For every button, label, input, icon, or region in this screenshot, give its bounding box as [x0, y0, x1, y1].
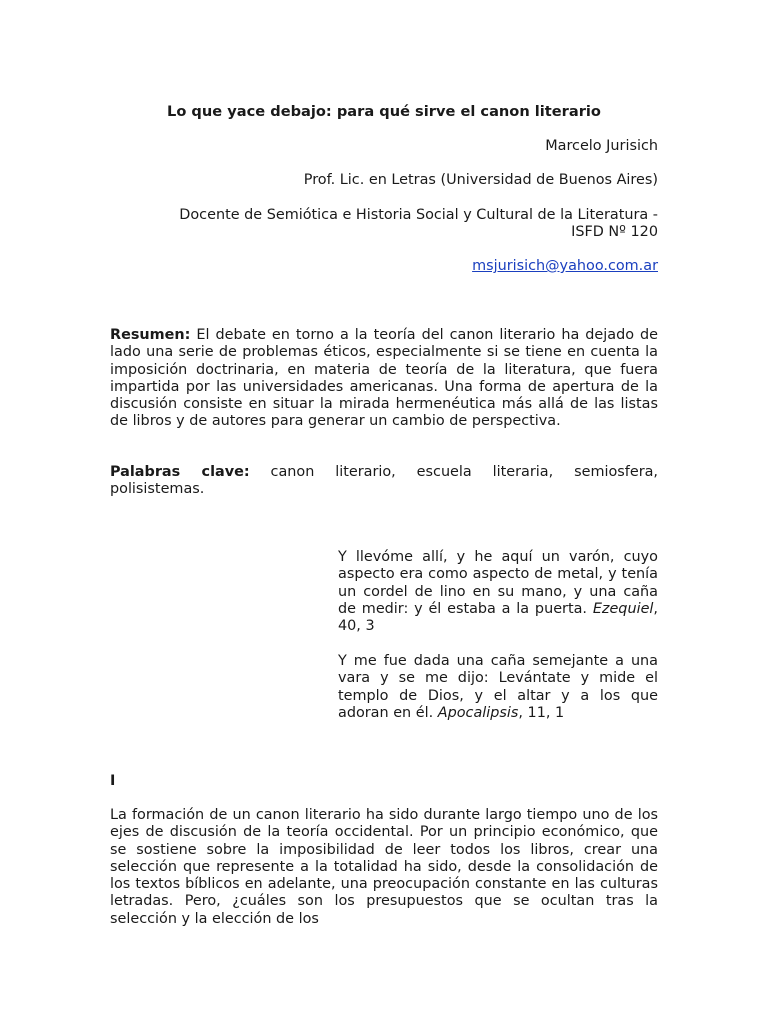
epigraph-source: Apocalipsis [437, 704, 519, 721]
epigraph-reference: , 11, 1 [518, 704, 565, 721]
keywords-text: canon literario, escuela literaria, semiosfera, polisistemas. [110, 464, 658, 498]
epigraph-source: Ezequiel [592, 600, 654, 617]
abstract-paragraph [110, 327, 658, 431]
article-title: Lo que yace debajo: para qué sirve el canon literario [167, 103, 601, 120]
author-position-line-1: Docente de Semiótica e Historia Social y Cultural de la Literatura - [179, 207, 658, 223]
author-name: Marcelo Jurisich [545, 138, 658, 154]
body-paragraph: La formación de un canon literario ha sido durante largo tiempo uno de los ejes de discusión de la teoría occidental. Por un principio económico, que se sostiene sobre la imposibilidad de leer todos los libros, crear una selección que represente a la totalidad ha sido, desde la consolidación de los textos bíblicos en adelante, una preocupación constante en las culturas letradas. Pero, ¿cuáles son los presupuestos que se ocultan tras la selección y la elección de los [110, 807, 658, 927]
epigraph-text: Y llevóme allí, y he aquí un varón, cuyo aspecto era como aspecto de metal, y tenía un cordel de lino en su mano, y una caña de medir: y él estaba a la puerta. [338, 549, 658, 617]
epigraph-text: Y me fue dada una caña semejante a una vara y se me dijo: Levántate y mide el templo de Dios, y el altar y a los que adoran en él. [338, 653, 658, 721]
author-position-line-2: ISFD Nº 120 [571, 224, 658, 240]
document-page [110, 0, 658, 1024]
keywords-label: Palabras clave: [110, 464, 250, 480]
keywords-paragraph [110, 464, 658, 499]
section-heading: I [110, 773, 116, 789]
author-position [110, 207, 658, 241]
epigraph-reference: , 40, 3 [338, 600, 658, 635]
epigraph-quote [338, 549, 658, 635]
author-email [110, 258, 658, 275]
author-credential: Prof. Lic. en Letras (Universidad de Buenos Aires) [303, 172, 658, 188]
abstract-label: Resumen: [110, 327, 191, 343]
abstract-text: El debate en torno a la teoría del canon literario ha dejado de lado una serie de problemas éticos, especialmente si se tiene en cuenta la imposición doctrinaria, en materia de teoría de la literatura, que fuera impartida por las universidades americanas. Una forma de apertura de la discusión consiste en situar la mirada hermenéutica más allá de las listas de libros y de autores para generar un cambio de perspectiva. [110, 327, 658, 430]
email-link[interactable]: msjurisich@yahoo.com.ar [472, 258, 658, 274]
epigraph-quote [338, 653, 658, 722]
